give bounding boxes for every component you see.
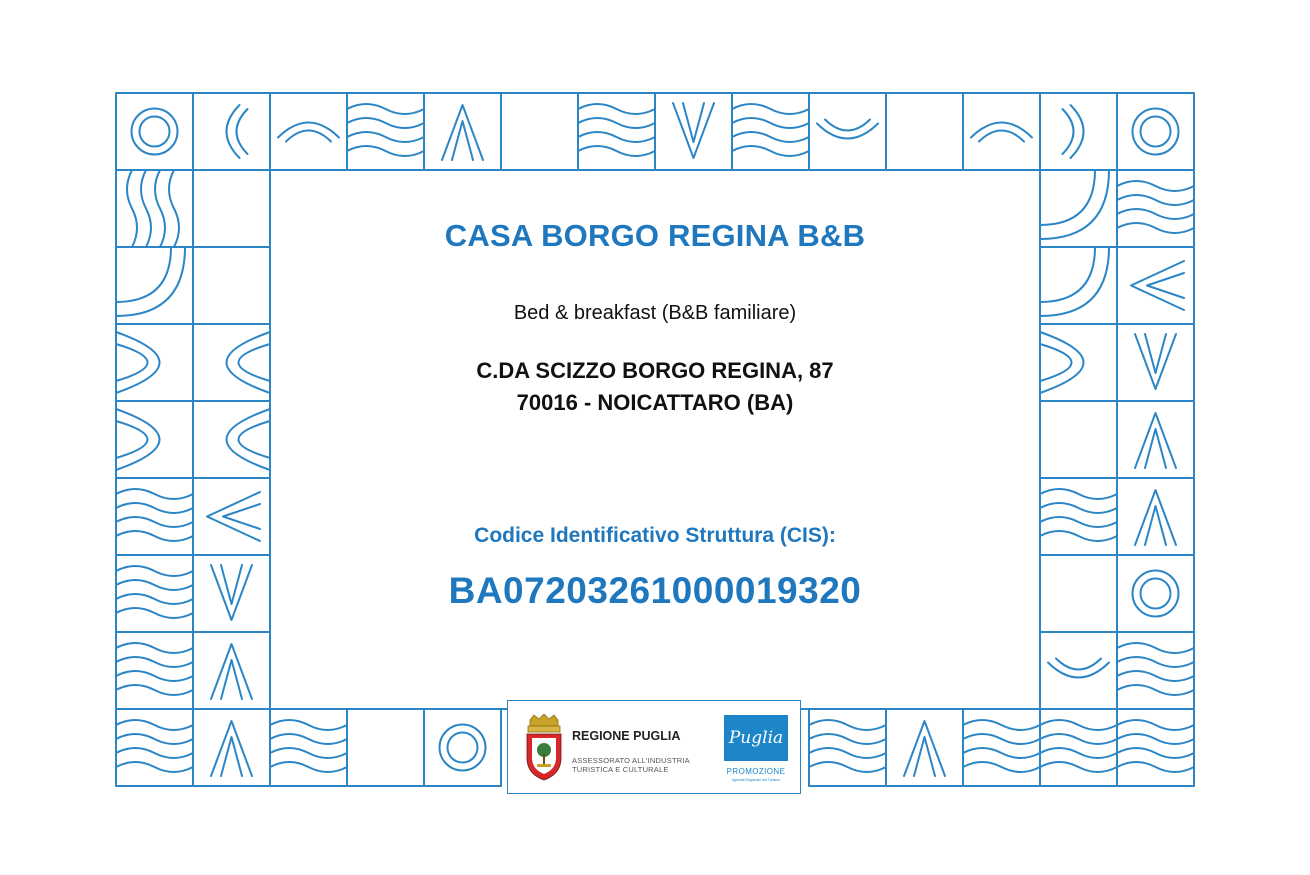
cis-label: Codice Identificativo Struttura (CIS): xyxy=(474,524,836,547)
logos-box xyxy=(507,700,801,794)
regione-puglia-subtitle-2: TURISTICA E CULTURALE xyxy=(572,765,669,774)
cis-code: BA07203261000019320 xyxy=(448,570,862,611)
puglia-promozione-label: PROMOZIONE xyxy=(726,767,786,776)
puglia-promozione-tagline: Agenzia Regionale del Turismo xyxy=(731,778,781,782)
structure-name: CASA BORGO REGINA B&B xyxy=(444,218,866,253)
structure-type: Bed & breakfast (B&B familiare) xyxy=(513,302,797,324)
address-line-1: C.DA SCIZZO BORGO REGINA, 87 xyxy=(476,358,834,383)
regione-puglia-emblem-icon xyxy=(524,714,564,782)
regione-puglia-title: REGIONE PUGLIA xyxy=(572,729,681,743)
regione-puglia-subtitle-1: ASSESSORATO ALL'INDUSTRIA xyxy=(572,756,690,765)
address-line-2: 70016 - NOICATTARO (BA) xyxy=(516,390,794,415)
certificate-content xyxy=(270,170,1040,707)
puglia-promozione-logo: Puglia xyxy=(724,715,788,761)
